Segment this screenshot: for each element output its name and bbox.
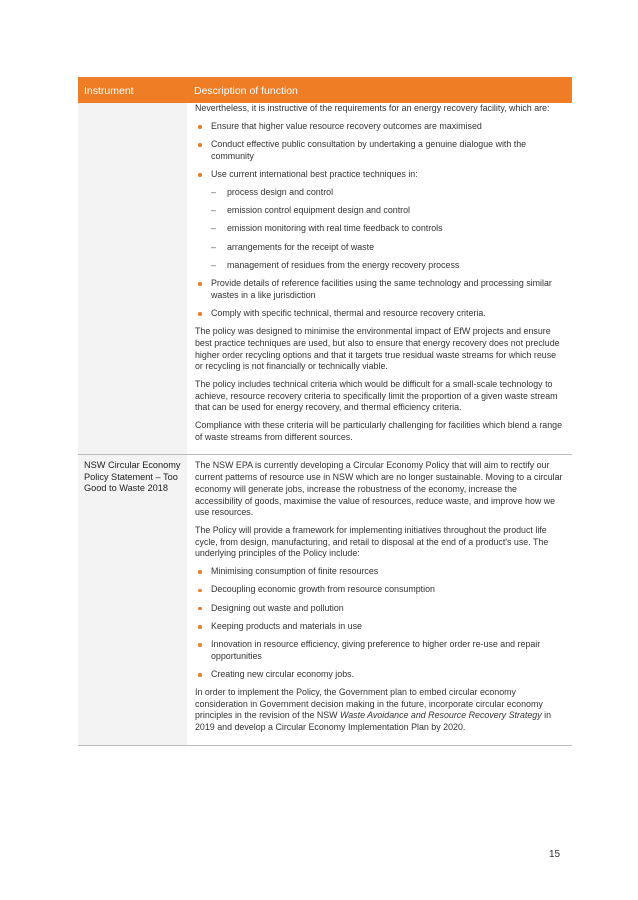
- body-paragraph: The policy was designed to minimise the environmental impact of EfW projects and ensure best practice techniques are used, but also to ensure that energy recovery does not preclude higher order recycling options and that it targets true residual waste streams for which reuse or recycling is not financially or technically viable.: [195, 326, 560, 372]
- implementation-paragraph: [195, 687, 564, 734]
- sublist-item: – process design and control: [211, 187, 564, 199]
- list-item: Designing out waste and pollution: [195, 603, 564, 615]
- description-cell: [187, 103, 572, 454]
- header-instrument: Instrument: [84, 85, 134, 97]
- page-number: 15: [549, 849, 561, 860]
- sublist-item: – arrangements for the receipt of waste: [211, 242, 564, 254]
- intro-paragraph: Nevertheless, it is instructive of the requirements for an energy recovery facility, which are:: [195, 103, 550, 113]
- list-item: Creating new circular economy jobs.: [195, 669, 564, 681]
- header-description: Description of function: [194, 85, 298, 97]
- requirements-list-continued: [195, 278, 564, 320]
- list-item: Keeping products and materials in use: [195, 621, 564, 633]
- instrument-cell: NSW Circular Economy Policy Statement – Too Good to Waste 2018: [78, 455, 187, 744]
- list-item: Conduct effective public consultation by undertaking a genuine dialogue with the community: [195, 139, 564, 162]
- list-item: Comply with specific technical, thermal and resource recovery criteria.: [195, 308, 564, 320]
- body-paragraph: Compliance with these criteria will be particularly challenging for facilities which blend a range of waste streams from different sources.: [195, 420, 563, 442]
- table-header: [78, 77, 572, 103]
- strategy-title: Waste Avoidance and Resource Recovery Strategy: [340, 710, 542, 721]
- sublist-item: – emission control equipment design and control: [211, 205, 564, 217]
- principles-list: [195, 566, 564, 680]
- list-item: Use current international best practice techniques in:: [195, 169, 564, 181]
- list-item: Innovation in resource efficiency, giving preference to higher order re-use and repair opportunities: [195, 639, 564, 662]
- requirements-list: [195, 121, 564, 181]
- techniques-sublist: [211, 187, 564, 272]
- list-item: Minimising consumption of finite resources: [195, 566, 564, 578]
- body-paragraph: The policy includes technical criteria which would be difficult for a small-scale technology to achieve, resource recovery criteria to specifically limit the proportion of a given waste stream that can be used for energy recovery, and thermal efficiency criteria.: [195, 378, 558, 413]
- sublist-item: – emission monitoring with real time feedback to controls: [211, 223, 564, 235]
- body-paragraph: The Policy will provide a framework for implementing initiatives throughout the product life cycle, from design, manufacturing, and retail to disposal at the end of a product's use. The underlying principles of the Policy include:: [195, 524, 549, 559]
- list-item: Decoupling economic growth from resource consumption: [195, 584, 564, 596]
- table-row: [78, 455, 572, 745]
- body-paragraph: The NSW EPA is currently developing a Circular Economy Policy that will aim to rectify our current patterns of resource use in NSW which are no longer sustainable. Moving to a circular economy will generate jobs, increase the robustness of the economy, increase the accessibility of goods, maximise the value of resources, reduce waste, and improve how we use resources.: [195, 460, 563, 518]
- paragraph-text: In order to implement the Policy, the Government plan to embed circular economy consideration in Government decision making in the future, incorporate circular economy principles in the revision of the NSW: [195, 687, 543, 721]
- instrument-cell: [78, 103, 187, 454]
- policy-table: [78, 77, 572, 746]
- table-row: [78, 103, 572, 455]
- sublist-item: – management of residues from the energy recovery process: [211, 260, 564, 272]
- paragraph-text: in 2019 and develop a Circular Economy Implementation Plan by 2020.: [195, 710, 552, 733]
- description-cell: [187, 455, 572, 744]
- list-item: Provide details of reference facilities using the same technology and processing similar wastes in a like jurisdiction: [195, 278, 564, 301]
- list-item: Ensure that higher value resource recovery outcomes are maximised: [195, 121, 564, 133]
